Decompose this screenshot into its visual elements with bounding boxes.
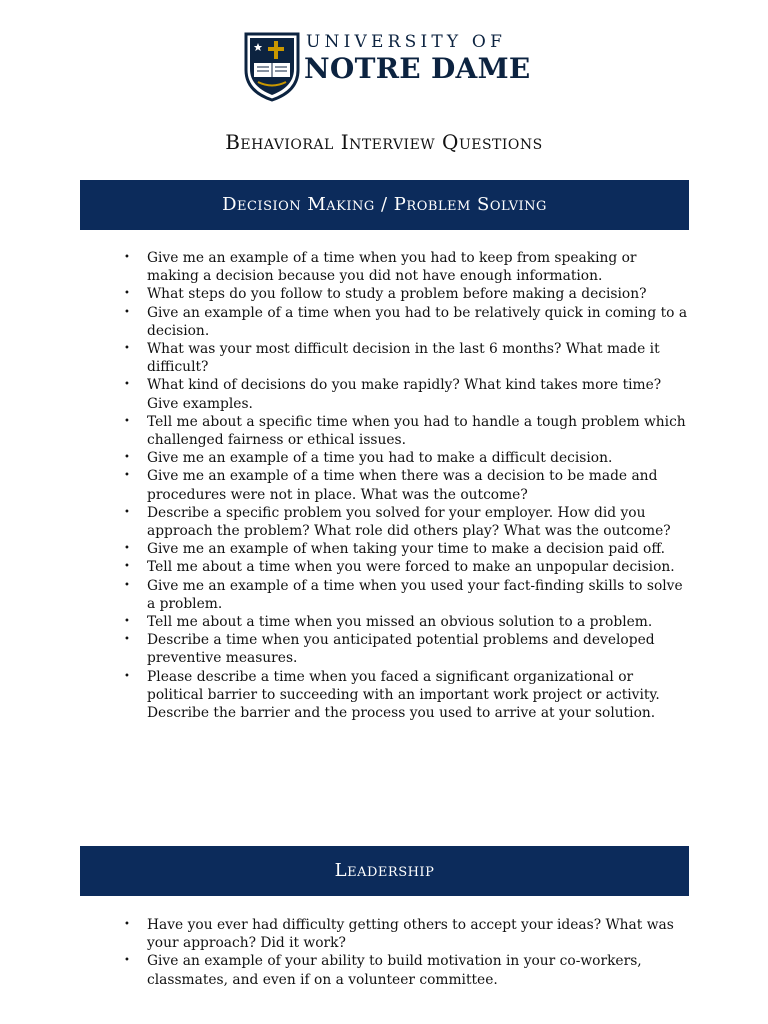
question-text: Tell me about a specific time when you had to handle a tough problem which challenged fairness or ethical issues. [147, 413, 686, 449]
bullet-icon: • [124, 379, 130, 391]
logo-text-notre-dame: NOTRE DAME [304, 52, 531, 85]
list-item [120, 577, 690, 613]
bullet-icon: • [124, 252, 130, 263]
university-logo [244, 32, 534, 104]
list-item [120, 285, 690, 303]
bullet-icon: • [124, 506, 130, 518]
question-text: What kind of decisions do you make rapidly? What kind takes more time? Give examples. [147, 377, 662, 412]
list-item [120, 631, 690, 667]
question-text: Have you ever had difficulty getting others to accept your ideas? What was your approach? Did it work? [147, 917, 674, 952]
bullet-icon: • [124, 452, 130, 464]
bullet-icon: • [124, 543, 130, 555]
list-item [120, 668, 690, 723]
bullet-icon: • [124, 306, 130, 318]
section-heading-decision-making: Decision Making / Problem Solving [80, 180, 689, 230]
list-item [120, 540, 690, 558]
bullet-icon: • [124, 616, 130, 628]
document-title: Behavioral Interview Questions [225, 130, 543, 154]
bullet-icon: • [124, 670, 130, 682]
question-text: Give me an example of a time when there was a decision to be made and procedures were not in place. What was the outcome? [147, 468, 658, 503]
question-text: Give me an example of when taking your time to make a decision paid off. [147, 541, 666, 558]
question-text: What steps do you follow to study a problem before making a decision? [147, 286, 647, 303]
shield-crest-icon [244, 32, 300, 102]
bullet-icon: • [124, 579, 130, 591]
section-heading-leadership: Leadership [80, 846, 689, 896]
bullet-icon: • [124, 955, 130, 967]
question-text: Tell me about a time when you were forced to make an unpopular decision. [147, 559, 675, 576]
decision-making-question-list [120, 249, 690, 722]
bullet-icon: • [124, 470, 130, 482]
question-text: What was your most difficult decision in the last 6 months? What made it difficult? [147, 341, 660, 376]
list-item [120, 952, 690, 988]
question-text: Describe a specific problem you solved for your employer. How did you approach the problem? What role did others play? What was the outcome? [147, 504, 671, 540]
list-item [120, 449, 690, 467]
logo-text-university-of: UNIVERSITY OF [306, 32, 507, 52]
question-text: Give me an example of a time when you had to keep from speaking or making a decision because you did not have enough information. [147, 250, 637, 285]
leadership-question-list [120, 916, 690, 989]
bullet-icon: • [124, 919, 130, 930]
question-text: Give an example of your ability to build motivation in your co-workers, classmates, and even if on a volunteer committee. [147, 953, 642, 988]
list-item [120, 413, 690, 449]
bullet-icon: • [124, 561, 130, 573]
question-text: Describe a time when you anticipated potential problems and developed preventive measures. [147, 632, 655, 667]
bullet-icon: • [124, 634, 130, 646]
bullet-icon: • [124, 288, 130, 300]
question-text: Give me an example of a time when you used your fact-finding skills to solve a problem. [147, 577, 683, 612]
question-text: Give me an example of a time you had to make a difficult decision. [147, 450, 613, 467]
list-item [120, 340, 690, 376]
bullet-icon: • [124, 343, 130, 355]
list-item [120, 558, 690, 576]
question-text: Give an example of a time when you had to be relatively quick in coming to a decision. [147, 304, 688, 339]
list-item [120, 504, 690, 540]
list-item [120, 613, 690, 631]
bullet-icon: • [124, 415, 130, 427]
list-item [120, 376, 690, 412]
list-item [120, 916, 690, 952]
question-text: Tell me about a time when you missed an obvious solution to a problem. [147, 614, 653, 631]
list-item [120, 249, 690, 285]
list-item [120, 467, 690, 503]
list-item [120, 304, 690, 340]
question-text: Please describe a time when you faced a significant organizational or political barrier to succeeding with an important work project or activity. Describe the barrier and the process you used to arrive at your solution. [147, 668, 660, 722]
